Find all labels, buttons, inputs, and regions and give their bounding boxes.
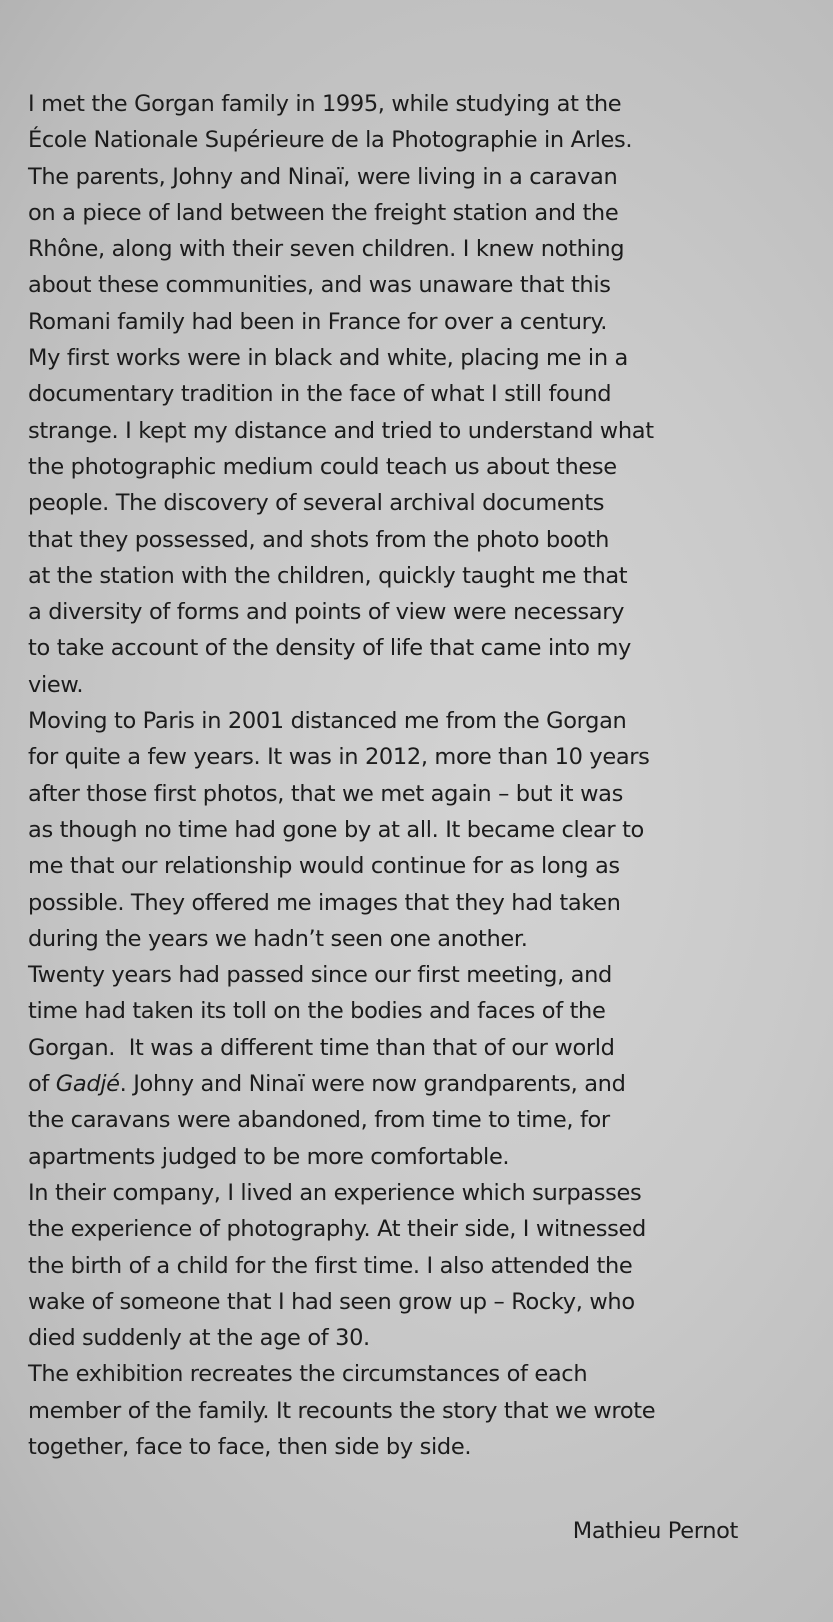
statement-line: Gorgan. It was a different time than that of our world — [28, 1034, 615, 1061]
statement-line: about these communities, and was unaware that this — [28, 272, 611, 299]
author-signature: Mathieu Pernot — [572, 1518, 738, 1544]
statement-line: as though no time had gone by at all. It became clear to — [28, 816, 644, 843]
statement-line: for quite a few years. It was in 2012, more than 10 years — [28, 744, 650, 771]
statement-line: at the station with the children, quickly taught me that — [28, 562, 628, 589]
statement-line: École Nationale Supérieure de la Photographie in Arles. — [28, 127, 633, 154]
artist-statement — [28, 86, 808, 1465]
statement-line: during the years we hadn’t seen one another. — [28, 925, 528, 952]
statement-line: me that our relationship would continue for as long as — [28, 853, 620, 880]
statement-line: apartments judged to be more comfortable. — [28, 1143, 510, 1170]
statement-line: the experience of photography. At their side, I witnessed — [28, 1216, 646, 1243]
statement-line: after those first photos, that we met again – but it was — [28, 780, 623, 807]
statement-line: The parents, Johny and Ninaï, were living in a caravan — [28, 163, 618, 190]
statement-line: on a piece of land between the freight station and the — [28, 199, 619, 226]
statement-line: that they possessed, and shots from the photo booth — [28, 526, 610, 553]
statement-line: the caravans were abandoned, from time to time, for — [28, 1107, 610, 1134]
statement-line: Twenty years had passed since our first meeting, and — [28, 962, 612, 989]
statement-line: a diversity of forms and points of view were necessary — [28, 599, 625, 626]
statement-line: Moving to Paris in 2001 distanced me from the Gorgan — [28, 708, 627, 735]
line-prefix: of — [28, 1071, 56, 1098]
statement-line: died suddenly at the age of 30. — [28, 1325, 370, 1352]
statement-line: I met the Gorgan family in 1995, while studying at the — [28, 91, 622, 117]
statement-line-gadje — [28, 1066, 808, 1102]
statement-line: strange. I kept my distance and tried to understand what — [28, 417, 654, 444]
italic-word-gadje: Gadjé — [55, 1071, 120, 1098]
statement-line: view. — [28, 671, 84, 698]
statement-line: member of the family. It recounts the story that we wrote — [28, 1397, 656, 1424]
statement-line: possible. They offered me images that they had taken — [28, 889, 621, 916]
statement-line: the photographic medium could teach us about these — [28, 453, 617, 480]
statement-line: Rhône, along with their seven children. I knew nothing — [28, 236, 625, 263]
statement-line: together, face to face, then side by side. — [28, 1433, 472, 1460]
statement-line: documentary tradition in the face of what I still found — [28, 381, 612, 408]
line-rest: . Johny and Ninaï were now grandparents, and — [119, 1071, 626, 1098]
statement-line: the birth of a child for the first time. I also attended the — [28, 1252, 633, 1279]
statement-line: Romani family had been in France for over a century. — [28, 308, 608, 335]
statement-line: My first works were in black and white, placing me in a — [28, 345, 628, 372]
statement-line: people. The discovery of several archival documents — [28, 490, 605, 517]
statement-line: to take account of the density of life that came into my — [28, 635, 631, 662]
statement-line: The exhibition recreates the circumstances of each — [28, 1361, 588, 1388]
statement-line: In their company, I lived an experience which surpasses — [28, 1179, 642, 1206]
statement-line: time had taken its toll on the bodies and faces of the — [28, 998, 606, 1025]
statement-line: wake of someone that I had seen grow up – Rocky, who — [28, 1288, 635, 1315]
